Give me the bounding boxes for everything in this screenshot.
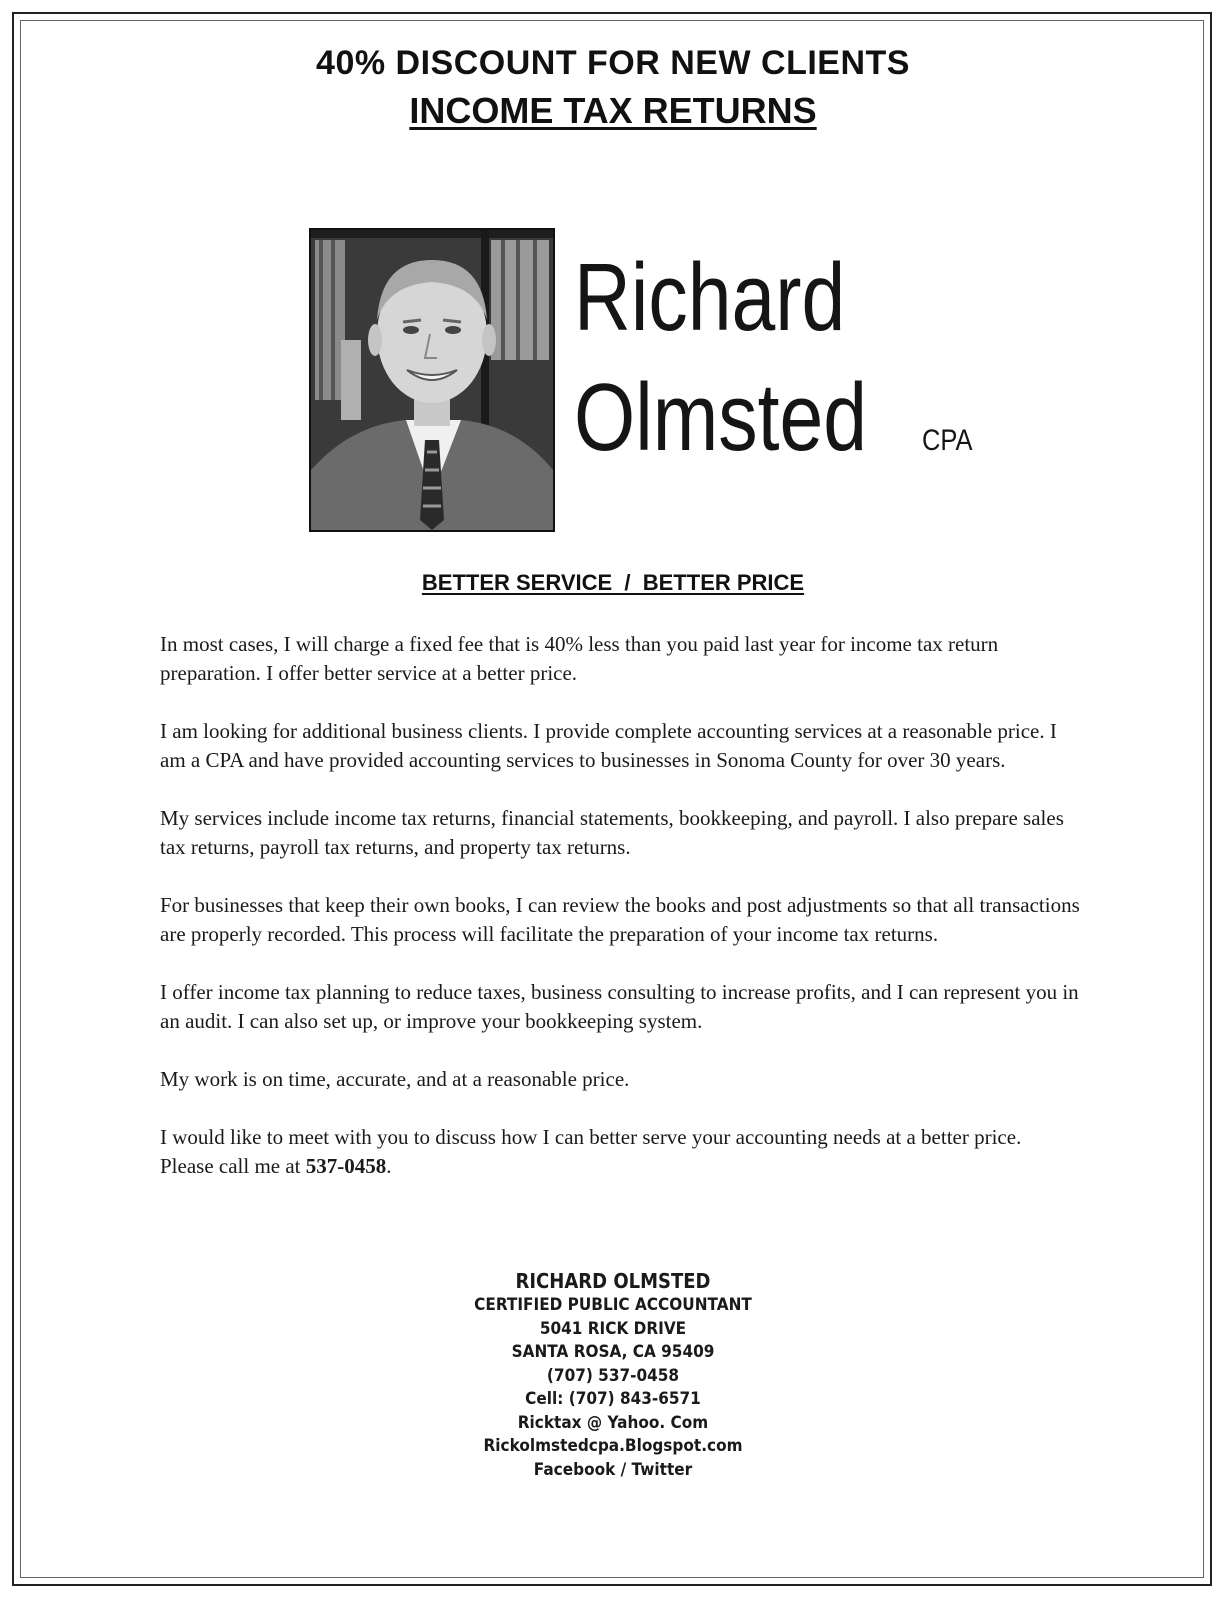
- cpa-suffix: CPA: [922, 424, 973, 457]
- paragraph: I am looking for additional business clients. I provide complete accounting services at a reasonable price. I am a CPA and have provided accounting services to businesses in Sonoma County for over 30 years.: [160, 719, 1057, 772]
- service-headline-text: INCOME TAX RETURNS: [409, 90, 817, 131]
- last-name: Olmsted: [574, 364, 868, 471]
- paragraph: My services include income tax returns, financial statements, bookkeeping, and payroll. I also prepare sales tax returns, payroll tax returns, and property tax returns.: [160, 806, 1064, 859]
- cpa-nameplate: [574, 244, 973, 471]
- service-headline: [0, 90, 1226, 132]
- contact-block: [61, 1268, 1164, 1482]
- paragraph: For businesses that keep their own books, I can review the books and post adjustments so that all transactions are properly recorded. This process will facilitate the preparation of your income tax returns.: [160, 893, 1080, 946]
- tagline: [0, 570, 1226, 596]
- portrait-illustration: [311, 230, 553, 530]
- first-name: Richard: [574, 244, 846, 351]
- contact-cell: Cell: (707) 843-6571: [525, 1389, 701, 1409]
- portrait-photo: [309, 228, 555, 532]
- tagline-text: BETTER SERVICE / BETTER PRICE: [421, 570, 805, 595]
- contact-street: 5041 RICK DRIVE: [539, 1318, 687, 1339]
- contact-name: RICHARD OLMSTED: [515, 1269, 711, 1293]
- discount-headline: 40% DISCOUNT FOR NEW CLIENTS: [316, 44, 910, 82]
- paragraph: I offer income tax planning to reduce taxes, business consulting to increase profits, and I can represent you in an audit. I can also set up, or improve your bookkeeping system.: [160, 980, 1079, 1033]
- contact-title: CERTIFIED PUBLIC ACCOUNTANT: [474, 1295, 752, 1315]
- closing-text: I would like to meet with you to discuss how I can better serve your accounting needs at a better price. Please call me at: [160, 1125, 1022, 1178]
- paragraph: My work is on time, accurate, and at a reasonable price.: [160, 1067, 630, 1091]
- closing-paragraph: [160, 1123, 1080, 1181]
- closing-phone: 537-0458: [305, 1154, 387, 1178]
- contact-social: Facebook / Twitter: [533, 1459, 693, 1480]
- contact-city: SANTA ROSA, CA 95409: [511, 1342, 715, 1362]
- letter-body: [160, 630, 1080, 1210]
- paragraph: In most cases, I will charge a fixed fee that is 40% less than you paid last year for income tax return preparation. I offer better service at a better price.: [160, 632, 999, 685]
- closing-end: .: [386, 1154, 392, 1178]
- contact-blog: Rickolmstedcpa.Blogspot.com: [483, 1436, 743, 1456]
- contact-phone: (707) 537-0458: [546, 1365, 680, 1386]
- contact-email: Ricktax @ Yahoo. Com: [517, 1412, 709, 1433]
